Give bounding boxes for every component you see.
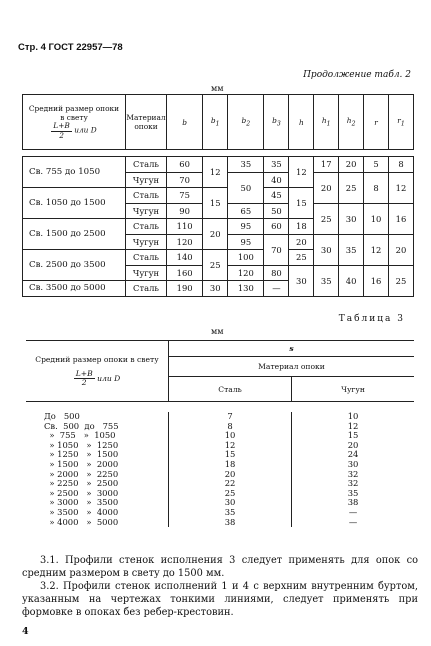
steel-cell: 22 [169, 479, 292, 489]
material-cell: Сталь [126, 250, 167, 266]
col-header-h2: $h_2$ [339, 95, 364, 150]
col-header-b2: $b_2$ [228, 95, 264, 150]
iron-cell: 30 [292, 460, 414, 470]
value-cell: 20 [389, 234, 414, 265]
iron-cell: 10 [292, 412, 414, 422]
value-cell: 45 [264, 188, 289, 204]
value-cell: 30 [289, 265, 314, 296]
value-cell: 30 [339, 203, 364, 234]
material-cell: Чугун [126, 172, 167, 188]
col-header-b: b [167, 95, 203, 150]
steel-cell: 18 [169, 460, 292, 470]
table-3-body [26, 412, 414, 527]
col-header-b1: $b_1$ [203, 95, 228, 150]
value-cell: 15 [203, 188, 228, 219]
size-header-formula [23, 122, 125, 139]
value-cell: 40 [339, 265, 364, 296]
size-cell: Св. 3500 до 5000 [23, 281, 126, 297]
value-cell: 95 [228, 219, 264, 235]
material-header-line1: Материал [126, 113, 166, 122]
steel-cell: 35 [169, 508, 292, 518]
iron-cell: 32 [292, 470, 414, 480]
size-cell: Св. 755 до 1050 [23, 157, 126, 188]
value-cell: 25 [339, 172, 364, 203]
size-cell: Св. 2500 до 3500 [23, 250, 126, 281]
table-2 [22, 94, 414, 297]
size-cell: » 1500 » 2000 [44, 458, 119, 469]
t3-formula-denominator: 2 [81, 378, 87, 387]
size-cell: Св. 500 до 755 [44, 420, 119, 431]
value-cell: 35 [264, 157, 289, 173]
value-cell: 30 [314, 234, 339, 265]
value-cell: 100 [228, 250, 264, 266]
iron-cell: 38 [292, 498, 414, 508]
table-continuation-caption: Продолжение табл. 2 [303, 70, 411, 80]
t3-col-header-iron: Чугун [292, 377, 414, 402]
size-cell: Св. 1500 до 2500 [23, 219, 126, 250]
col-header-size [23, 95, 126, 150]
steel-cell: 10 [169, 431, 292, 441]
page-header: Стр. 4 ГОСТ 22957—78 [18, 42, 123, 53]
value-cell: 110 [167, 219, 203, 235]
value-cell: 120 [167, 234, 203, 250]
value-cell: — [264, 281, 289, 297]
value-cell: 20 [339, 157, 364, 173]
value-cell: 35 [314, 265, 339, 296]
size-cell: » 1050 » 1250 [44, 439, 119, 450]
t3-size-header-line1: Средний размер опоки в свету [35, 354, 159, 364]
iron-cell: 12 [292, 422, 414, 432]
value-cell: 35 [339, 234, 364, 265]
steel-cell: 8 [169, 422, 292, 432]
iron-cell: 24 [292, 450, 414, 460]
value-cell: 15 [289, 188, 314, 219]
steel-cell: 7 [169, 412, 292, 422]
value-cell: 160 [167, 265, 203, 281]
col-header-h: h [289, 95, 314, 150]
iron-cell: 32 [292, 479, 414, 489]
iron-cell: 15 [292, 431, 414, 441]
table-row [26, 518, 414, 528]
t3-formula-numerator: L+B [75, 368, 93, 378]
value-cell: 90 [167, 203, 203, 219]
value-cell: 70 [167, 172, 203, 188]
col-header-r: r [364, 95, 389, 150]
formula-or-d: или D [74, 126, 97, 135]
paragraph-3-2: 3.2. Профили стенок исполнений 1 и 4 с верхним внутренним буртом, указанным на чертежах тонкими линиями, следует применять при формовке в опоках без ребер-крестовин. [22, 581, 418, 619]
steel-cell: 25 [169, 489, 292, 499]
size-cell: » 4000 » 5000 [44, 516, 119, 527]
size-header-line2: в свету [60, 113, 88, 123]
size-header-line1: Средний размер опоки [28, 104, 120, 114]
value-cell: 20 [203, 219, 228, 250]
iron-cell: — [292, 518, 414, 528]
formula-denominator: 2 [59, 130, 64, 140]
table-3-caption: Таблица 3 [338, 314, 405, 324]
table-3 [26, 340, 414, 527]
steel-cell: 12 [169, 441, 292, 451]
material-header-line2: опоки [134, 122, 158, 131]
value-cell: 25 [389, 265, 414, 296]
value-cell: 80 [264, 265, 289, 281]
material-cell: Чугун [126, 203, 167, 219]
value-cell: 70 [264, 234, 289, 265]
formula-numerator: L+B [53, 121, 70, 131]
unit-label: мм [211, 84, 224, 93]
value-cell: 20 [289, 234, 314, 250]
col-header-b3: $b_3$ [264, 95, 289, 150]
size-cell: » 3000 » 3500 [44, 497, 119, 508]
size-cell: » 3500 » 4000 [44, 506, 119, 517]
t3-size-header-formula [26, 370, 168, 388]
size-cell: » 2000 » 2250 [44, 468, 119, 479]
value-cell: 50 [228, 172, 264, 203]
t3-col-header-steel: Сталь [169, 377, 292, 402]
size-cell: » 1250 » 1500 [44, 449, 119, 460]
size-cell: » 755 » 1050 [44, 430, 116, 441]
value-cell: 8 [389, 157, 414, 173]
value-cell: 5 [364, 157, 389, 173]
value-cell: 18 [289, 219, 314, 235]
value-cell: 30 [203, 281, 228, 297]
unit-label-table-3: мм [211, 327, 224, 336]
steel-cell: 15 [169, 450, 292, 460]
value-cell: 17 [314, 157, 339, 173]
header-spacer [23, 150, 414, 157]
t3-col-header-material: Материал опоки [169, 357, 415, 377]
value-cell: 95 [228, 234, 264, 250]
page-number: 4 [22, 626, 29, 637]
size-cell: До 500 [44, 411, 80, 421]
material-cell: Сталь [126, 219, 167, 235]
value-cell: 20 [314, 172, 339, 203]
value-cell: 60 [264, 219, 289, 235]
value-cell: 12 [289, 157, 314, 188]
value-cell: 40 [264, 172, 289, 188]
value-cell: 8 [364, 172, 389, 203]
steel-cell: 38 [169, 518, 292, 528]
value-cell: 25 [289, 250, 314, 266]
value-cell: 60 [167, 157, 203, 173]
value-cell: 130 [228, 281, 264, 297]
table-row [23, 157, 414, 173]
steel-cell: 30 [169, 498, 292, 508]
value-cell: 10 [364, 203, 389, 234]
value-cell: 50 [264, 203, 289, 219]
t3-col-header-size [26, 341, 169, 402]
t3-col-header-s: s [169, 341, 415, 357]
value-cell: 120 [228, 265, 264, 281]
col-header-material [126, 95, 167, 150]
col-header-r1: $r_1$ [389, 95, 414, 150]
value-cell: 16 [389, 203, 414, 234]
size-cell: » 2500 » 3000 [44, 487, 119, 498]
material-cell: Чугун [126, 265, 167, 281]
value-cell: 12 [364, 234, 389, 265]
value-cell: 65 [228, 203, 264, 219]
material-cell: Чугун [126, 234, 167, 250]
col-header-h1: $h_1$ [314, 95, 339, 150]
t3-formula-or-d: или D [97, 373, 121, 383]
material-cell: Сталь [126, 157, 167, 173]
material-cell: Сталь [126, 281, 167, 297]
material-cell: Сталь [126, 188, 167, 204]
value-cell: 140 [167, 250, 203, 266]
size-cell: Св. 1050 до 1500 [23, 188, 126, 219]
value-cell: 25 [314, 203, 339, 234]
iron-cell: 20 [292, 441, 414, 451]
value-cell: 12 [389, 172, 414, 203]
value-cell: 25 [203, 250, 228, 281]
value-cell: 35 [228, 157, 264, 173]
value-cell: 12 [203, 157, 228, 188]
paragraph-3-1: 3.1. Профили стенок исполнения 3 следует применять для опок со средним размером в свету до 1500 мм. [22, 555, 418, 580]
value-cell: 16 [364, 265, 389, 296]
value-cell: 75 [167, 188, 203, 204]
iron-cell: — [292, 508, 414, 518]
steel-cell: 20 [169, 470, 292, 480]
value-cell: 190 [167, 281, 203, 297]
iron-cell: 35 [292, 489, 414, 499]
size-cell: » 2250 » 2500 [44, 478, 119, 489]
